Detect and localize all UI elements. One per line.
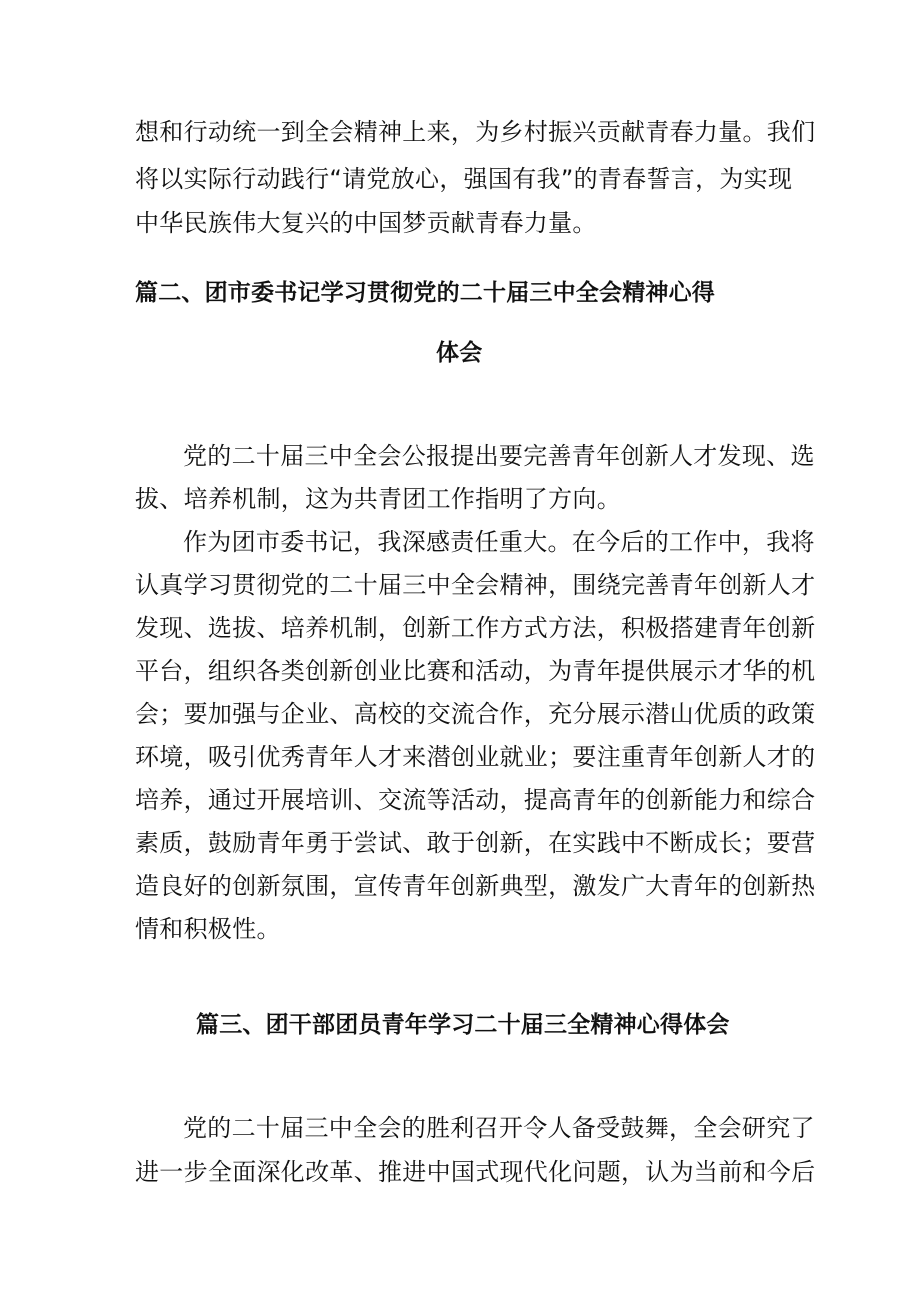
intro-line-1: 想和行动统一到全会精神上来，为乡村振兴贡献青春力量。我们 [135, 118, 816, 146]
section3-title: 篇三、团干部团员青年学习二十届三全精神心得体会 [196, 1012, 730, 1038]
section3-para1-line-2: 进一步全面深化改革、推进中国式现代化问题，认为当前和今后 [135, 1158, 816, 1186]
section2-title-line2: 体会 [436, 340, 483, 366]
section2-para2-line-7: 培养，通过开展培训、交流等活动，提高青年的创新能力和综合 [135, 786, 816, 814]
section2-para2-line-5: 会；要加强与企业、高校的交流合作，充分展示潜山优质的政策 [135, 700, 816, 728]
section2-para2-line-2: 认真学习贯彻党的二十届三中全会精神，围绕完善青年创新人才 [135, 571, 816, 599]
section2-title-line1: 篇二、团市委书记学习贯彻党的二十届三中全会精神心得 [135, 280, 715, 306]
intro-line-2: 将以实际行动践行“请党放心，强国有我”的青春誓言，为实现 [135, 165, 793, 193]
section2-para2-line-9: 造良好的创新氛围，宣传青年创新典型，激发广大青年的创新热 [135, 872, 816, 900]
section2-para2-line-3: 发现、选拔、培养机制，创新工作方式方法，积极搭建青年创新 [135, 614, 816, 642]
intro-line-3: 中华民族伟大复兴的中国梦贡献青春力量。 [135, 209, 597, 237]
section2-para2-line-6: 环境，吸引优秀青年人才来潜创业就业；要注重青年创新人才的 [135, 743, 816, 771]
section2-para2-line-10: 情和积极性。 [135, 915, 281, 943]
section3-para1-line-1: 党的二十届三中全会的胜利召开令人备受鼓舞，全会研究了 [183, 1114, 815, 1142]
section2-para1-line-2: 拔、培养机制，这为共青团工作指明了方向。 [135, 485, 621, 513]
section2-para1-line-1: 党的二十届三中全会公报提出要完善青年创新人才发现、选 [183, 442, 815, 470]
section2-para2-line-4: 平台，组织各类创新创业比赛和活动，为青年提供展示才华的机 [135, 657, 816, 685]
section2-para2-line-8: 素质，鼓励青年勇于尝试、敢于创新，在实践中不断成长；要营 [135, 829, 816, 857]
section2-para2-line-1: 作为团市委书记，我深感责任重大。在今后的工作中，我将 [183, 528, 815, 556]
